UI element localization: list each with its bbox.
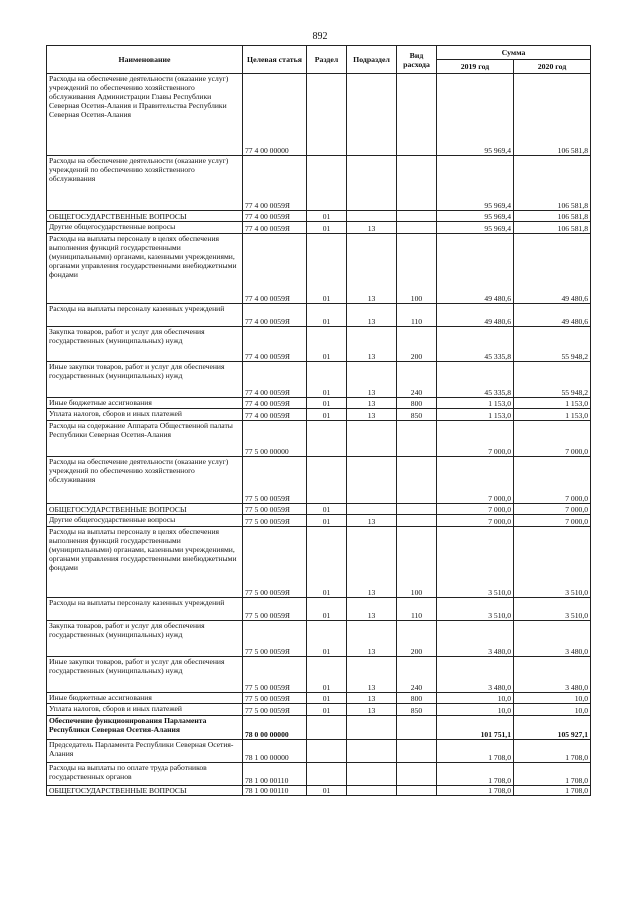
table-row (47, 156, 591, 211)
table-row (47, 763, 591, 786)
table-row (47, 693, 591, 704)
table-row (47, 421, 591, 457)
row-sum-2020-cell: 7 000,0 (514, 515, 591, 527)
row-subsection-cell (347, 740, 397, 763)
row-name-cell: Иные закупки товаров, работ и услуг для обеспечения государственных (муниципальных) нужд (47, 362, 243, 398)
row-expense-type-cell: 240 (397, 657, 437, 693)
row-section-cell: 01 (307, 211, 347, 222)
table-row (47, 74, 591, 156)
row-name-cell: Уплата налогов, сборов и иных платежей (47, 409, 243, 421)
row-expense-type-cell (397, 222, 437, 234)
row-expense-type-cell: 240 (397, 362, 437, 398)
row-section-cell: 01 (307, 704, 347, 716)
row-name-cell: Расходы на выплаты персоналу в целях обеспечения выполнения функций государственными (муниципальными) органами, казенными учреждениями, органами управления государственными внебюджетными фондами (47, 527, 243, 598)
row-expense-type-cell (397, 740, 437, 763)
row-name-cell: Расходы на выплаты по оплате труда работников государственных органов (47, 763, 243, 786)
table-row (47, 621, 591, 657)
table-row (47, 504, 591, 515)
row-sum-2019-cell: 1 153,0 (437, 409, 514, 421)
row-name-cell: Председатель Парламента Республики Северная Осетия-Алания (47, 740, 243, 763)
row-subsection-cell: 13 (347, 327, 397, 362)
table-row (47, 527, 591, 598)
row-section-cell: 01 (307, 527, 347, 598)
row-sum-2019-cell: 49 480,6 (437, 234, 514, 304)
row-name-cell: Уплата налогов, сборов и иных платежей (47, 704, 243, 716)
row-sum-2019-cell: 3 480,0 (437, 657, 514, 693)
row-sum-2019-cell: 95 969,4 (437, 222, 514, 234)
row-section-cell: 01 (307, 786, 347, 796)
row-expense-type-cell (397, 504, 437, 515)
row-sum-2019-cell: 1 708,0 (437, 740, 514, 763)
table-row (47, 222, 591, 234)
table-row (47, 409, 591, 421)
row-name-cell: Другие общегосударственные вопросы (47, 515, 243, 527)
row-subsection-cell: 13 (347, 398, 397, 409)
table-row (47, 234, 591, 304)
row-target-article-cell: 77 4 00 0059Я (243, 409, 307, 421)
row-sum-2019-cell: 3 510,0 (437, 598, 514, 621)
row-sum-2020-cell: 49 480,6 (514, 234, 591, 304)
row-subsection-cell: 13 (347, 657, 397, 693)
row-target-article-cell: 78 1 00 00110 (243, 763, 307, 786)
row-expense-type-cell (397, 763, 437, 786)
row-expense-type-cell: 200 (397, 621, 437, 657)
row-subsection-cell (347, 457, 397, 504)
header-year-2019: 2019 год (437, 60, 514, 74)
row-target-article-cell: 77 5 00 0059Я (243, 704, 307, 716)
row-sum-2019-cell: 10,0 (437, 704, 514, 716)
header-name: Наименование (47, 46, 243, 74)
row-subsection-cell: 13 (347, 234, 397, 304)
row-subsection-cell (347, 211, 397, 222)
header-subsection: Подраздел (347, 46, 397, 74)
row-subsection-cell (347, 504, 397, 515)
row-section-cell: 01 (307, 409, 347, 421)
row-expense-type-cell: 800 (397, 693, 437, 704)
row-sum-2019-cell: 10,0 (437, 693, 514, 704)
row-name-cell: Закупка товаров, работ и услуг для обеспечения государственных (муниципальных) нужд (47, 621, 243, 657)
header-section: Раздел (307, 46, 347, 74)
table-row (47, 327, 591, 362)
row-subsection-cell: 13 (347, 621, 397, 657)
row-sum-2020-cell: 7 000,0 (514, 421, 591, 457)
row-target-article-cell: 77 5 00 0059Я (243, 515, 307, 527)
row-sum-2020-cell: 1 708,0 (514, 763, 591, 786)
row-target-article-cell: 78 1 00 00110 (243, 786, 307, 796)
row-subsection-cell: 13 (347, 704, 397, 716)
row-name-cell: Расходы на содержание Аппарата Общественной палаты Республики Северная Осетия-Алания (47, 421, 243, 457)
table-row (47, 657, 591, 693)
row-expense-type-cell (397, 156, 437, 211)
table-row (47, 398, 591, 409)
table-row (47, 716, 591, 740)
row-subsection-cell (347, 763, 397, 786)
row-sum-2019-cell: 7 000,0 (437, 504, 514, 515)
row-section-cell: 01 (307, 304, 347, 327)
row-sum-2020-cell: 106 581,8 (514, 211, 591, 222)
header-year-2020: 2020 год (514, 60, 591, 74)
row-subsection-cell: 13 (347, 409, 397, 421)
row-expense-type-cell: 850 (397, 409, 437, 421)
row-target-article-cell: 78 0 00 00000 (243, 716, 307, 740)
row-section-cell: 01 (307, 362, 347, 398)
row-target-article-cell: 77 4 00 0059Я (243, 211, 307, 222)
row-name-cell: Другие общегосударственные вопросы (47, 222, 243, 234)
row-sum-2019-cell: 7 000,0 (437, 421, 514, 457)
row-sum-2019-cell: 7 000,0 (437, 457, 514, 504)
row-target-article-cell: 77 4 00 0059Я (243, 156, 307, 211)
row-expense-type-cell (397, 786, 437, 796)
row-expense-type-cell (397, 716, 437, 740)
row-section-cell (307, 716, 347, 740)
header-sum: Сумма (437, 46, 591, 60)
row-section-cell (307, 740, 347, 763)
row-sum-2020-cell: 3 480,0 (514, 657, 591, 693)
row-name-cell: Расходы на выплаты персоналу казенных учреждений (47, 598, 243, 621)
header-target-article: Целевая статья (243, 46, 307, 74)
row-name-cell: ОБЩЕГОСУДАРСТВЕННЫЕ ВОПРОСЫ (47, 504, 243, 515)
row-section-cell: 01 (307, 621, 347, 657)
budget-table (46, 45, 591, 796)
row-section-cell (307, 457, 347, 504)
row-name-cell: Закупка товаров, работ и услуг для обеспечения государственных (муниципальных) нужд (47, 327, 243, 362)
table-row (47, 304, 591, 327)
row-sum-2020-cell: 3 510,0 (514, 527, 591, 598)
table-row (47, 704, 591, 716)
row-sum-2020-cell: 7 000,0 (514, 504, 591, 515)
row-name-cell: Расходы на обеспечение деятельности (оказание услуг) учреждений по обеспечению хозяйственного обслуживания (47, 156, 243, 211)
row-subsection-cell (347, 786, 397, 796)
row-sum-2019-cell: 1 708,0 (437, 763, 514, 786)
row-expense-type-cell: 100 (397, 234, 437, 304)
row-expense-type-cell (397, 421, 437, 457)
row-expense-type-cell (397, 211, 437, 222)
row-sum-2019-cell: 3 480,0 (437, 621, 514, 657)
row-sum-2020-cell: 49 480,6 (514, 304, 591, 327)
row-section-cell: 01 (307, 398, 347, 409)
row-sum-2020-cell: 10,0 (514, 704, 591, 716)
row-sum-2019-cell: 7 000,0 (437, 515, 514, 527)
row-subsection-cell (347, 74, 397, 156)
row-expense-type-cell: 110 (397, 598, 437, 621)
row-subsection-cell: 13 (347, 515, 397, 527)
row-subsection-cell: 13 (347, 598, 397, 621)
row-subsection-cell (347, 421, 397, 457)
row-sum-2020-cell: 106 581,8 (514, 222, 591, 234)
row-section-cell (307, 74, 347, 156)
row-target-article-cell: 77 5 00 0059Я (243, 621, 307, 657)
row-sum-2020-cell: 1 153,0 (514, 409, 591, 421)
table-row (47, 786, 591, 796)
row-section-cell (307, 421, 347, 457)
row-sum-2019-cell: 49 480,6 (437, 304, 514, 327)
row-sum-2020-cell: 55 948,2 (514, 327, 591, 362)
row-section-cell (307, 156, 347, 211)
row-sum-2019-cell: 45 335,8 (437, 362, 514, 398)
row-target-article-cell: 77 5 00 0059Я (243, 527, 307, 598)
row-subsection-cell: 13 (347, 527, 397, 598)
row-expense-type-cell: 110 (397, 304, 437, 327)
row-section-cell: 01 (307, 222, 347, 234)
row-name-cell: ОБЩЕГОСУДАРСТВЕННЫЕ ВОПРОСЫ (47, 786, 243, 796)
row-sum-2020-cell: 7 000,0 (514, 457, 591, 504)
row-sum-2019-cell: 95 969,4 (437, 211, 514, 222)
row-sum-2020-cell: 10,0 (514, 693, 591, 704)
row-sum-2019-cell: 3 510,0 (437, 527, 514, 598)
row-target-article-cell: 77 4 00 0059Я (243, 327, 307, 362)
row-name-cell: Расходы на обеспечение деятельности (оказание услуг) учреждений по обеспечению хозяйственного обслуживания Администрации Главы Республики Северная Осетия-Алания и Правительства Республики Северная Осетия-Алания (47, 74, 243, 156)
row-expense-type-cell (397, 74, 437, 156)
row-target-article-cell: 77 5 00 0059Я (243, 657, 307, 693)
row-sum-2019-cell: 95 969,4 (437, 156, 514, 211)
row-subsection-cell: 13 (347, 362, 397, 398)
row-sum-2019-cell: 101 751,1 (437, 716, 514, 740)
row-name-cell: Иные бюджетные ассигнования (47, 398, 243, 409)
table-row (47, 211, 591, 222)
row-expense-type-cell: 100 (397, 527, 437, 598)
row-subsection-cell (347, 716, 397, 740)
row-target-article-cell: 77 4 00 0059Я (243, 234, 307, 304)
row-subsection-cell: 13 (347, 304, 397, 327)
row-target-article-cell: 77 5 00 0059Я (243, 693, 307, 704)
row-section-cell (307, 763, 347, 786)
row-target-article-cell: 77 5 00 0059Я (243, 457, 307, 504)
row-name-cell: Расходы на выплаты персоналу казенных учреждений (47, 304, 243, 327)
row-name-cell: Расходы на обеспечение деятельности (оказание услуг) учреждений по обеспечению хозяйственного обслуживания (47, 457, 243, 504)
row-sum-2020-cell: 105 927,1 (514, 716, 591, 740)
row-sum-2019-cell: 45 335,8 (437, 327, 514, 362)
table-row (47, 457, 591, 504)
row-target-article-cell: 78 1 00 00000 (243, 740, 307, 763)
row-expense-type-cell (397, 515, 437, 527)
row-sum-2020-cell: 1 153,0 (514, 398, 591, 409)
row-section-cell: 01 (307, 504, 347, 515)
row-section-cell: 01 (307, 598, 347, 621)
row-target-article-cell: 77 4 00 0059Я (243, 362, 307, 398)
row-name-cell: Иные закупки товаров, работ и услуг для обеспечения государственных (муниципальных) нужд (47, 657, 243, 693)
table-row (47, 740, 591, 763)
row-section-cell: 01 (307, 657, 347, 693)
row-sum-2020-cell: 3 480,0 (514, 621, 591, 657)
row-target-article-cell: 77 4 00 0059Я (243, 398, 307, 409)
row-name-cell: Иные бюджетные ассигнования (47, 693, 243, 704)
row-name-cell: Расходы на выплаты персоналу в целях обеспечения выполнения функций государственными (муниципальными) органами, казенными учреждениями, органами управления государственными внебюджетными фондами (47, 234, 243, 304)
row-target-article-cell: 77 5 00 0059Я (243, 504, 307, 515)
row-subsection-cell: 13 (347, 693, 397, 704)
row-sum-2020-cell: 3 510,0 (514, 598, 591, 621)
row-subsection-cell (347, 156, 397, 211)
row-target-article-cell: 77 4 00 0059Я (243, 222, 307, 234)
row-sum-2019-cell: 95 969,4 (437, 74, 514, 156)
table-row (47, 515, 591, 527)
row-expense-type-cell: 800 (397, 398, 437, 409)
row-target-article-cell: 77 5 00 00000 (243, 421, 307, 457)
table-row (47, 362, 591, 398)
header-expense-type: Вид расхода (397, 46, 437, 74)
row-target-article-cell: 77 5 00 0059Я (243, 598, 307, 621)
row-sum-2020-cell: 1 708,0 (514, 786, 591, 796)
row-section-cell: 01 (307, 515, 347, 527)
page-number: 892 (312, 31, 328, 42)
row-target-article-cell: 77 4 00 0059Я (243, 304, 307, 327)
table-body (47, 74, 591, 796)
row-expense-type-cell: 850 (397, 704, 437, 716)
row-section-cell: 01 (307, 327, 347, 362)
row-section-cell: 01 (307, 234, 347, 304)
row-sum-2020-cell: 106 581,8 (514, 74, 591, 156)
row-target-article-cell: 77 4 00 00000 (243, 74, 307, 156)
row-expense-type-cell: 200 (397, 327, 437, 362)
row-subsection-cell: 13 (347, 222, 397, 234)
table-row (47, 598, 591, 621)
row-name-cell: Обеспечение функционирования Парламента Республики Северная Осетия-Алания (47, 716, 243, 740)
row-sum-2019-cell: 1 708,0 (437, 786, 514, 796)
row-sum-2019-cell: 1 153,0 (437, 398, 514, 409)
row-section-cell: 01 (307, 693, 347, 704)
row-name-cell: ОБЩЕГОСУДАРСТВЕННЫЕ ВОПРОСЫ (47, 211, 243, 222)
row-sum-2020-cell: 55 948,2 (514, 362, 591, 398)
row-sum-2020-cell: 1 708,0 (514, 740, 591, 763)
row-sum-2020-cell: 106 581,8 (514, 156, 591, 211)
row-expense-type-cell (397, 457, 437, 504)
